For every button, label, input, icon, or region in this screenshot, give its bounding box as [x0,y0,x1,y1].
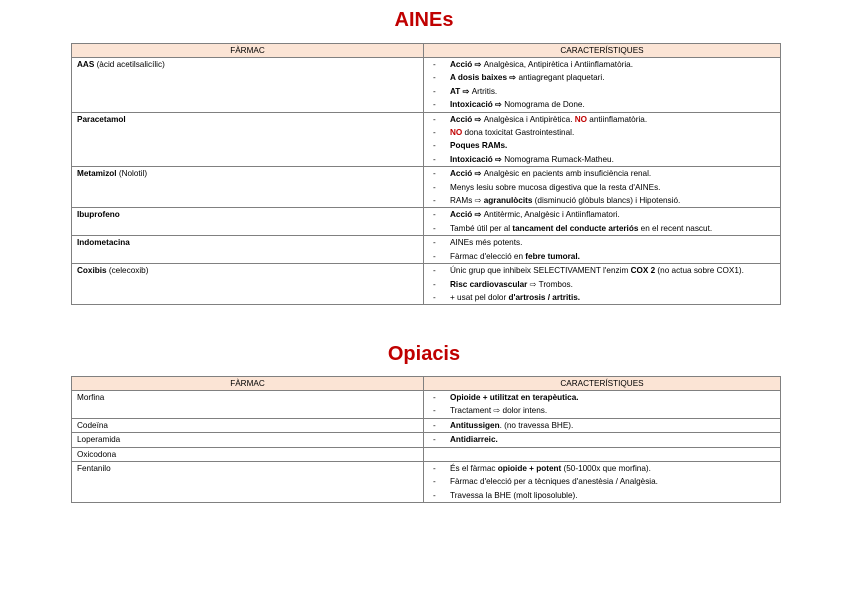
text-segment: NO [574,114,588,124]
list-item [428,291,776,304]
text-segment: Analgèsic en pacients amb insuficiència renal. [483,169,652,179]
table-header-row [72,44,781,58]
text-segment: + usat pel dolor [450,292,509,302]
list-item [428,58,776,71]
text-segment: . (no travessa BHE). [499,420,574,430]
drug-name: Oxicodona [77,449,117,459]
characteristics-cell [424,236,781,264]
characteristics-list [428,264,776,304]
opiacis-title: Opiacis [387,343,461,365]
list-item [428,98,776,111]
column-header-farmac: FÀRMAC [72,377,424,391]
text-segment: També útil per al [450,223,513,233]
text-segment: febre tumoral. [525,251,580,261]
table-row [72,462,781,503]
list-item [428,139,776,152]
characteristics-list [428,113,776,167]
list-item [428,433,776,446]
table-header-row [72,377,781,391]
drug-name-cell [72,447,424,461]
list-item [428,419,776,432]
characteristics-cell [424,433,781,447]
drug-name-cell [72,58,424,113]
text-segment: (disminució glòbuls blancs) i Hipotensió. [532,196,681,206]
text-segment: COX 2 [630,266,656,276]
text-segment: Nomograma Rumack-Matheu. [504,154,614,164]
table-row [72,112,781,167]
text-segment: Fàrmac d'elecció per a tècniques d'anestèsia / Analgèsia. [450,477,658,487]
characteristics-cell [424,462,781,503]
text-segment: (50-1000x que morfina). [561,464,651,474]
characteristics-list [428,462,776,502]
drug-name: Metamizol [77,169,117,179]
text-segment: en el recent nascut. [638,223,713,233]
characteristics-list [428,419,776,432]
drug-note: (Nolotil) [116,169,148,179]
drug-name: Paracetamol [77,114,126,124]
text-segment: És el fàrmac [450,464,498,474]
text-segment: Artritis. [471,86,498,96]
drug-name: AAS [77,60,95,69]
drug-name: Ibuprofeno [77,210,120,220]
table-row [72,236,781,264]
characteristics-cell [424,167,781,208]
text-segment: Acció ⇨ [450,60,484,69]
list-item [428,391,776,404]
text-segment: d'artrosis / artritis. [508,292,581,302]
characteristics-list [428,58,776,112]
table-row [72,167,781,208]
table-row [72,433,781,447]
text-segment: NO [450,128,463,138]
table-row [72,418,781,432]
text-segment: Intoxicació ⇨ [450,154,505,164]
list-item [428,250,776,263]
text-segment: Acció ⇨ [450,114,484,124]
text-segment: Fàrmac d'elecció en [450,251,526,261]
text-segment: agranulòcits [483,196,533,206]
drug-name: Codeïna [77,420,108,430]
characteristics-cell [424,418,781,432]
drug-name: Coxibis [77,266,107,276]
characteristics-cell [424,58,781,113]
characteristics-cell [424,112,781,167]
text-segment: AINEs més potents. [450,238,523,248]
drug-note: (celecoxib) [106,266,149,276]
text-segment: ⇨ Trombos. [527,279,573,289]
drug-name-cell [72,391,424,419]
text-segment: Intoxicació ⇨ [450,100,505,110]
column-header-farmac: FÀRMAC [72,44,424,58]
list-item [428,167,776,180]
list-item [428,71,776,84]
drug-name-cell [72,112,424,167]
table-row [72,208,781,236]
table-row [72,58,781,113]
list-item [428,126,776,139]
column-header-caracteristiques: CARACTERÍSTIQUES [424,377,781,391]
drug-name-cell [72,462,424,503]
characteristics-cell [424,208,781,236]
list-item [428,236,776,249]
text-segment: (no actua sobre COX1). [655,266,744,276]
text-segment: Antidiarreic. [450,435,498,445]
characteristics-cell [424,391,781,419]
drug-name-cell [72,167,424,208]
list-item [428,264,776,277]
drug-name: Loperamida [77,435,121,445]
drug-name-cell [72,418,424,432]
drug-name: Indometacina [77,238,130,248]
characteristics-list [428,433,776,446]
text-segment: Risc cardiovascular [450,279,528,289]
text-segment: Acció ⇨ [450,169,484,179]
text-segment: Analgèsica i Antipirètica. [483,114,575,124]
characteristics-cell [424,264,781,305]
text-segment: Tractament ⇨ dolor intens. [450,406,548,416]
table-row [72,391,781,419]
list-item [428,208,776,221]
list-item [428,475,776,488]
drug-name-cell [72,433,424,447]
text-segment: Acció ⇨ [450,210,484,220]
drug-name-cell [72,264,424,305]
text-segment: AT ⇨ [450,86,472,96]
text-segment: Travessa la BHE (molt liposoluble). [450,490,578,500]
aines-title: AINEs [394,9,454,31]
text-segment: Antitèrmic, Analgèsic i Antiinflamatori. [483,210,620,220]
text-segment: antiagregant plaquetari. [518,73,605,83]
characteristics-list [428,167,776,207]
drug-name: Fentanilo [77,464,111,474]
text-segment: Nomograma de Done. [504,100,585,110]
text-segment: Antitussigen [450,420,500,430]
list-item [428,113,776,126]
list-item [428,181,776,194]
drug-name-cell [72,208,424,236]
characteristics-list [428,208,776,235]
list-item [428,404,776,417]
column-header-caracteristiques: CARACTERÍSTIQUES [424,44,781,58]
list-item [428,489,776,502]
list-item [428,278,776,291]
list-item [428,153,776,166]
text-segment: Menys lesiu sobre mucosa digestiva que la resta d'AINEs. [450,182,661,192]
text-segment: Poques RAMs. [450,141,508,151]
drug-note: (àcid acetilsalicílic) [94,60,165,69]
list-item [428,85,776,98]
text-segment: Opioide + utilitzat en terapèutica. [450,393,579,402]
text-segment: Analgèsica, Antipirètica i Antiinflamatòria. [483,60,633,69]
table-row [72,264,781,305]
text-segment: Únic grup que inhibeix SELECTIVAMENT l'enzim [450,266,631,276]
characteristics-list [428,236,776,263]
text-segment: tancament del conducte arteriós [512,223,639,233]
drug-name: Morfina [77,393,105,402]
text-segment: RAMs ⇨ [450,196,484,206]
drug-name-cell [72,236,424,264]
text-segment: opioide + potent [497,464,562,474]
list-item [428,222,776,235]
characteristics-cell [424,447,781,461]
aines-table [71,43,781,305]
table-row [72,447,781,461]
characteristics-list [428,391,776,418]
text-segment: antiinflamatòria. [587,114,648,124]
opiacis-table [71,376,781,503]
text-segment: A dosis baixes ⇨ [450,73,519,83]
list-item [428,194,776,207]
list-item [428,462,776,475]
text-segment: dona toxicitat Gastrointestinal. [462,128,575,138]
